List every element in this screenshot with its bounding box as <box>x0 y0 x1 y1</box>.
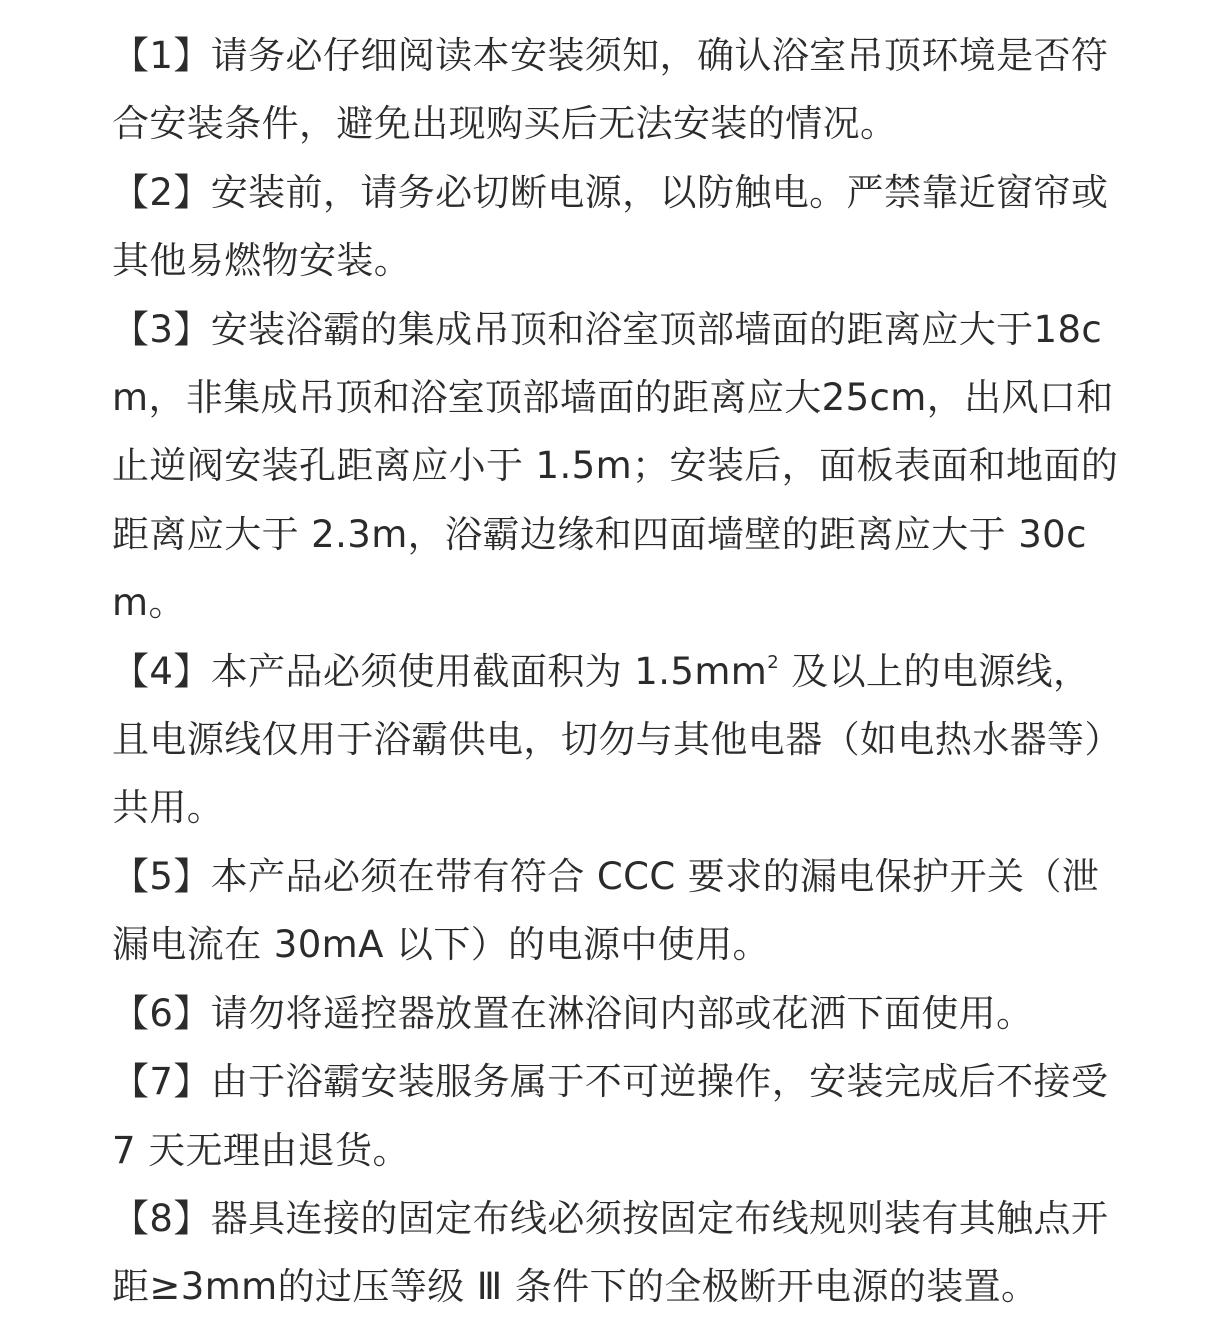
notice-item-2: 【2】安装前，请务必切断电源，以防触电。严禁靠近窗帘或其他易燃物安装。 <box>112 170 1109 283</box>
notice-item-4-text-before: 【4】本产品必须使用截面积为 1.5mm <box>112 649 768 693</box>
notice-item-4-text-after: 及以上的电源线，且电源线仅用于浴霸供电，切勿与其他电器（如电热水器等）共用。 <box>112 649 1122 830</box>
notice-item-1: 【1】请务必仔细阅读本安装须知，确认浴室吊顶环境是否符合安装条件，避免出现购买后无法安装的情况。 <box>112 34 1109 146</box>
notice-item-8: 【8】器具连接的固定布线必须按固定布线规则装有其触点开距≥3mm的过压等级 Ⅲ 条件下的全极断开电源的装置。 <box>112 1196 1109 1309</box>
notice-item-6: 【6】请勿将遥控器放置在淋浴间内部或花洒下面使用。 <box>112 991 1034 1035</box>
notice-item-3: 【3】安装浴霸的集成吊顶和浴室顶部墙面的距离应大于18cm，非集成吊顶和浴室顶部墙面的距离应大25cm，出风口和止逆阀安装孔距离应小于 1.5m；安装后，面板表面和地面的距离应大于 2.3m，浴霸边缘和四面墙壁的距离应大于 30cm。 <box>112 307 1119 625</box>
notice-item-5: 【5】本产品必须在带有符合 CCC 要求的漏电保护开关（泄漏电流在 30mA 以下）的电源中使用。 <box>112 854 1100 967</box>
square-superscript: 2 <box>767 652 780 674</box>
notice-item-4 <box>112 638 1126 843</box>
notice-item-7: 【7】由于浴霸安装服务属于不可逆操作，安装完成后不接受 7 天无理由退货。 <box>112 1060 1109 1172</box>
